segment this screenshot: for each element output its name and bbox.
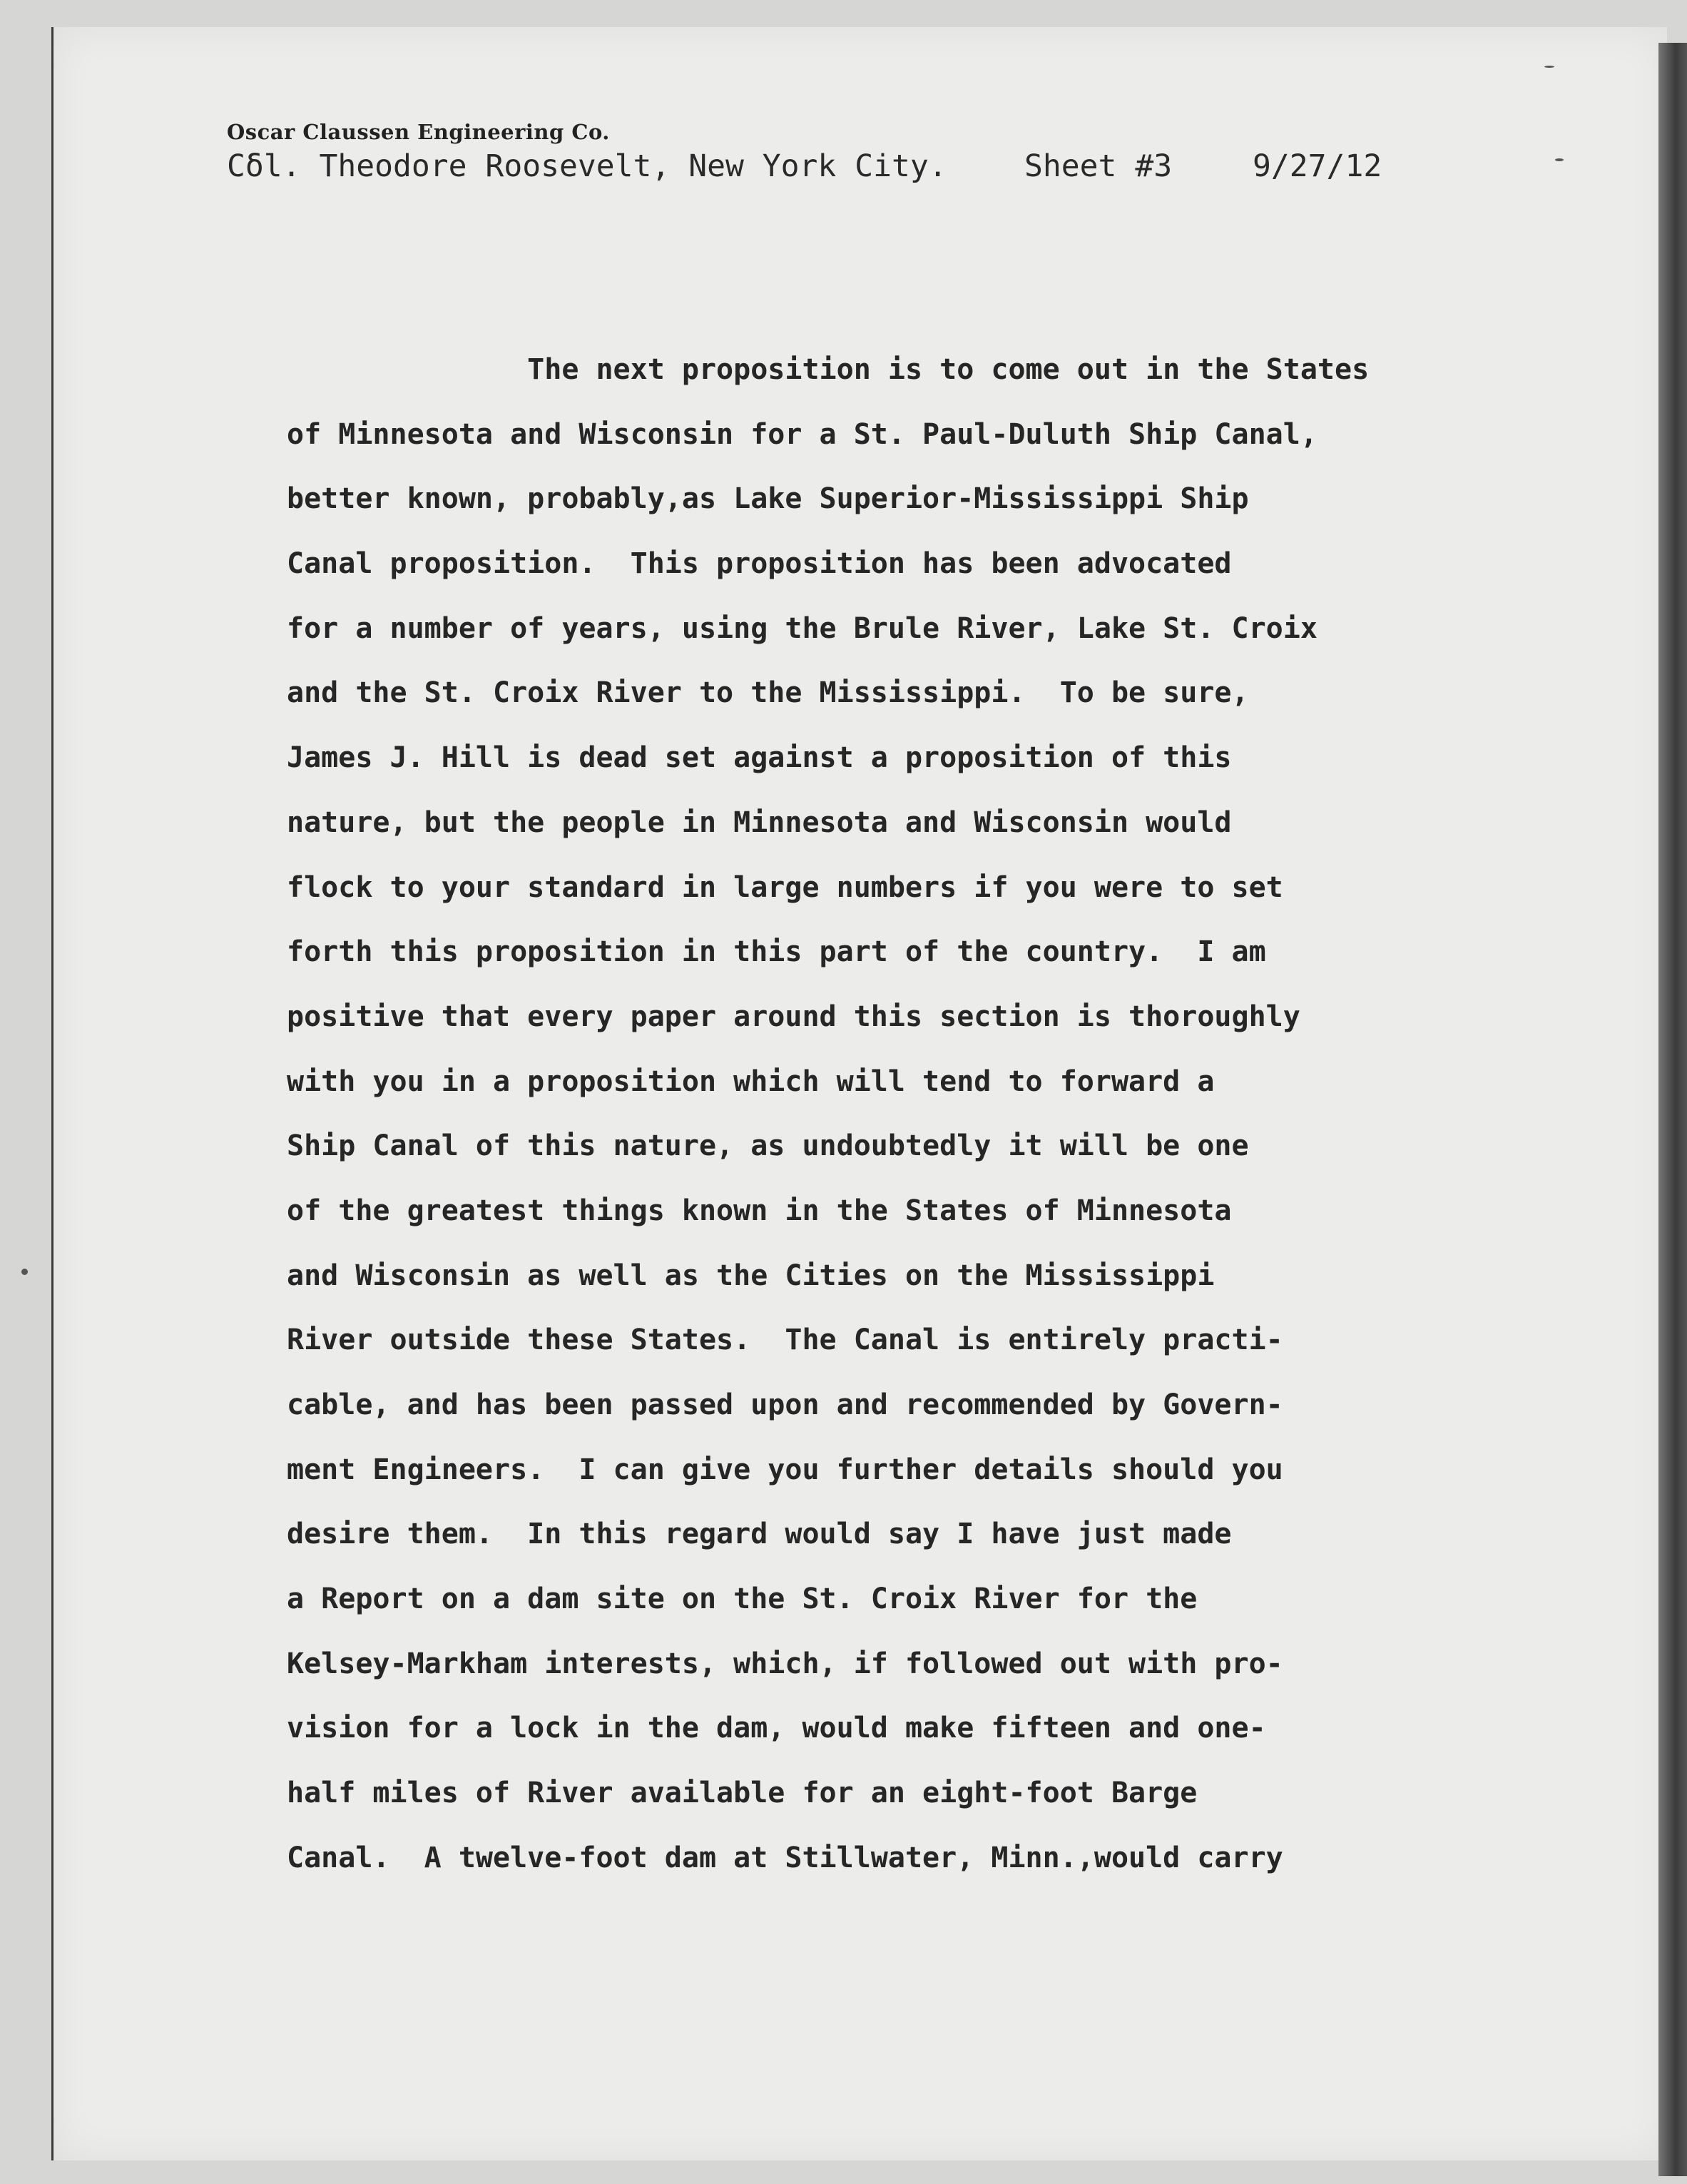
page-header — [227, 148, 1411, 191]
letter-body — [287, 345, 1457, 1898]
body-line: Kelsey-Markham interests, which, if followed out with pro- — [287, 1647, 1283, 1680]
body-line: The next proposition is to come out in the States — [287, 353, 1370, 386]
body-line: Ship Canal of this nature, as undoubtedly it will be one — [287, 1129, 1249, 1163]
body-line: with you in a proposition which will tend to forward a — [287, 1065, 1215, 1098]
body-line: of Minnesota and Wisconsin for a St. Paul-Duluth Ship Canal, — [287, 417, 1318, 451]
body-line: Canal proposition. This proposition has been advocated — [287, 547, 1232, 581]
letter-date: 9/27/12 — [1253, 148, 1382, 184]
sheet-number: Sheet #3 — [1024, 148, 1173, 184]
body-line: nature, but the people in Minnesota and Wisconsin would — [287, 806, 1232, 839]
body-line: positive that every paper around this section is thoroughly — [287, 1000, 1300, 1033]
body-line: vision for a lock in the dam, would make fifteen and one- — [287, 1712, 1266, 1745]
body-line: forth this proposition in this part of the country. I am — [287, 935, 1266, 969]
body-line: half miles of River available for an eight-foot Barge — [287, 1777, 1198, 1810]
body-line: Canal. A twelve-foot dam at Stillwater, Minn.,would carry — [287, 1841, 1283, 1874]
ink-speck — [1544, 66, 1554, 68]
ink-speck — [1555, 158, 1564, 161]
body-line: ment Engineers. I can give you further details should you — [287, 1453, 1283, 1486]
body-line: and the St. Croix River to the Mississippi. To be sure, — [287, 676, 1249, 710]
addressee: Cẟl. Theodore Roosevelt, New York City. — [227, 148, 947, 184]
body-line: desire them. In this regard would say I have just made — [287, 1518, 1232, 1551]
page-edge-shadow — [1658, 43, 1687, 2176]
body-line: for a number of years, using the Brule River, Lake St. Croix — [287, 611, 1318, 645]
body-line: cable, and has been passed upon and recommended by Govern- — [287, 1388, 1283, 1421]
ink-speck — [21, 1269, 28, 1275]
body-line: flock to your standard in large numbers if you were to set — [287, 870, 1283, 904]
body-line: James J. Hill is dead set against a proposition of this — [287, 741, 1232, 775]
body-line: of the greatest things known in the States of Minnesota — [287, 1194, 1232, 1227]
letterhead: Oscar Claussen Engineering Co. — [227, 120, 610, 144]
body-line: and Wisconsin as well as the Cities on the Mississippi — [287, 1259, 1215, 1292]
body-line: a Report on a dam site on the St. Croix River for the — [287, 1583, 1198, 1616]
body-line: better known, probably,as Lake Superior-Mississippi Ship — [287, 482, 1249, 516]
body-line: River outside these States. The Canal is entirely practi- — [287, 1324, 1283, 1357]
